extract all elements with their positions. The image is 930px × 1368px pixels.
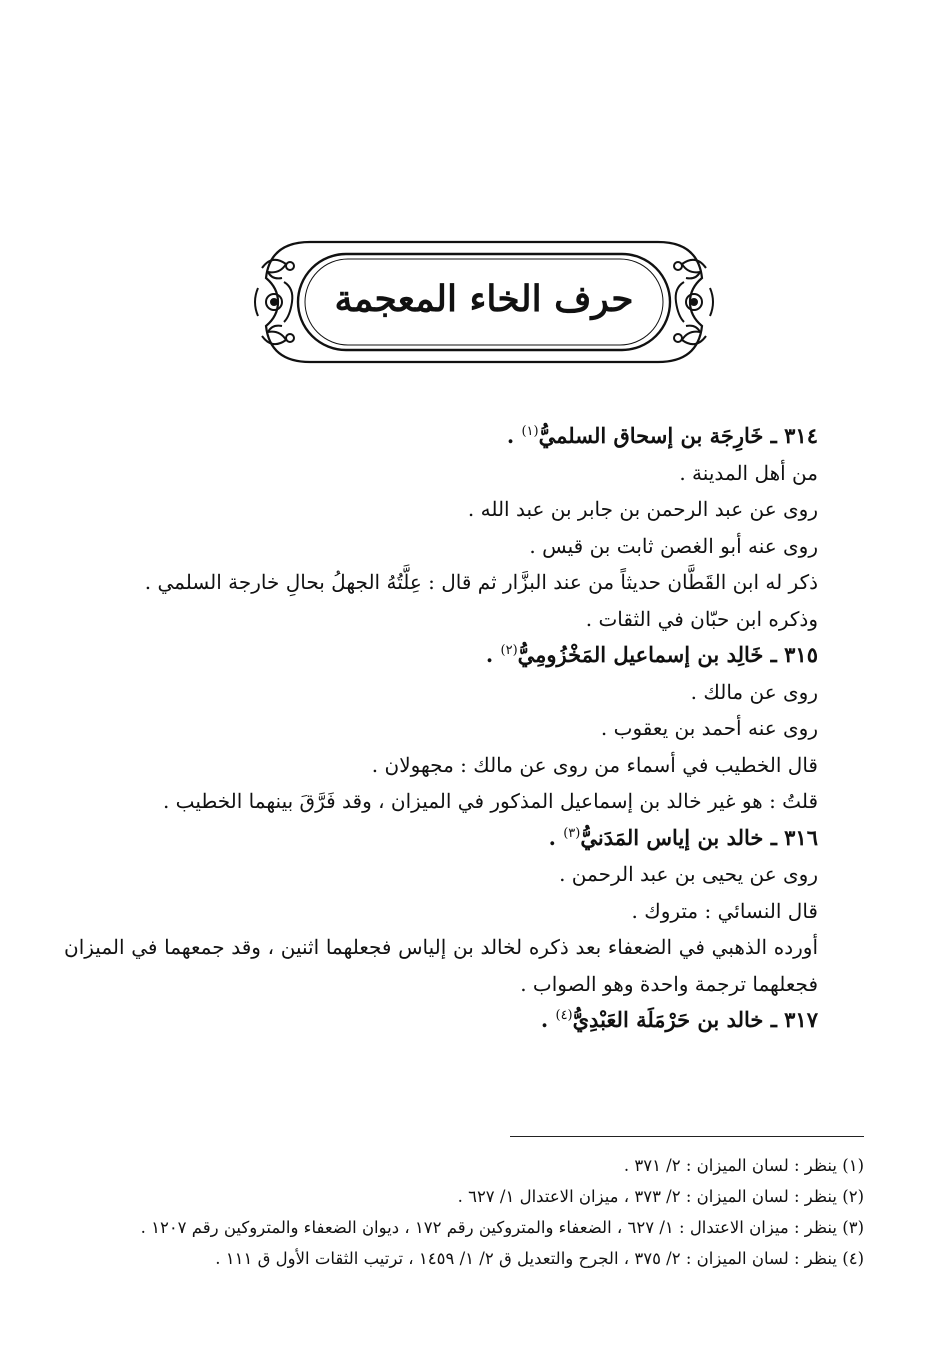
footnotes bbox=[64, 1150, 864, 1274]
heading-end: . bbox=[485, 642, 501, 667]
entry-heading-text: ٣١٦ ـ خالد بن إياس المَدَنيُّ bbox=[580, 824, 818, 850]
footnote: (٤) ينظر : لسان الميزان : ٢/ ٣٧٥ ، الجرح والتعديل ق ٢/ ١/ ١٤٥٩ ، ترتيب الثقات الأول ق ١١١ . bbox=[215, 1249, 864, 1268]
entry-line: ذكر له ابن القَطَّان حديثاً من عند البزَّار ثم قال : عِلَّتُهُ الجهلُ بحالِ خارجة السلمي . bbox=[144, 570, 818, 594]
entry-heading-text: ٣١٥ ـ خَالِد بن إسماعيل المَخْزُومِيُّ bbox=[517, 642, 818, 667]
entry-heading bbox=[96, 418, 818, 455]
entry-heading-text: ٣١٧ ـ خالد بن حَرْمَلَة العَبْدِيُّ bbox=[572, 1007, 818, 1032]
entry-line: من أهل المدينة . bbox=[679, 460, 818, 485]
entry-line: وذكره ابن حبّان في الثقات . bbox=[585, 606, 818, 631]
heading-end: . bbox=[506, 423, 522, 448]
main-text bbox=[64, 418, 818, 1039]
footnote-ref: (٣) bbox=[563, 825, 581, 841]
entry-line: قال النسائي : متروك . bbox=[631, 898, 818, 923]
entry-line: قال الخطيب في أسماء من روى عن مالك : مجهولان . bbox=[371, 752, 818, 777]
entry-heading bbox=[96, 637, 818, 674]
entry-line: قلتُ : هو غير خالد بن إسماعيل المذكور في الميزان ، وقد فَرَّقَ بينهما الخطيب . bbox=[162, 789, 818, 813]
entry-line: روى عنه أبو الغصن ثابت بن قيس . bbox=[529, 533, 818, 558]
footnote: (٢) ينظر : لسان الميزان : ٢/ ٣٧٣ ، ميزان الاعتدال ١/ ٦٢٧ . bbox=[457, 1187, 864, 1206]
footnote-ref: (١) bbox=[521, 424, 539, 439]
footnote-separator bbox=[510, 1136, 864, 1137]
chapter-title-frame bbox=[250, 238, 718, 366]
chapter-title: حرف الخاء المعجمة bbox=[334, 278, 634, 320]
footnote-ref: (٢) bbox=[500, 643, 518, 658]
footnote: (٣) ينظر : ميزان الاعتدال : ١/ ٦٢٧ ، الضعفاء والمتروكين رقم ١٧٢ ، ديوان الضعفاء والمتروكين رقم ١٢٠٧ . bbox=[140, 1218, 864, 1237]
entry-heading-text: ٣١٤ ـ خَارِجَة بن إسحاق السلميُّ bbox=[538, 423, 818, 448]
entry-heading bbox=[96, 1002, 818, 1039]
heading-end: . bbox=[548, 824, 564, 850]
entry-heading bbox=[96, 820, 818, 857]
footnote-ref: (٤) bbox=[555, 1008, 573, 1023]
entry-line: روى عن يحيى بن عبد الرحمن . bbox=[559, 862, 818, 886]
footnote: (١) ينظر : لسان الميزان : ٢/ ٣٧١ . bbox=[623, 1156, 864, 1175]
entry-paragraph: أورده الذهبي في الضعفاء بعد ذكره لخالد بن إلياس فجعلهما اثنين ، وقد جمعهما في الميزان فجعلهما ترجمة واحدة وهو الصواب . bbox=[64, 935, 818, 996]
heading-end: . bbox=[540, 1007, 556, 1032]
entry-line: روى عن عبد الرحمن بن جابر بن عبد الله . bbox=[467, 497, 818, 521]
entry-line: روى عنه أحمد بن يعقوب . bbox=[600, 716, 818, 740]
entry-line: روى عن مالك . bbox=[690, 679, 818, 704]
